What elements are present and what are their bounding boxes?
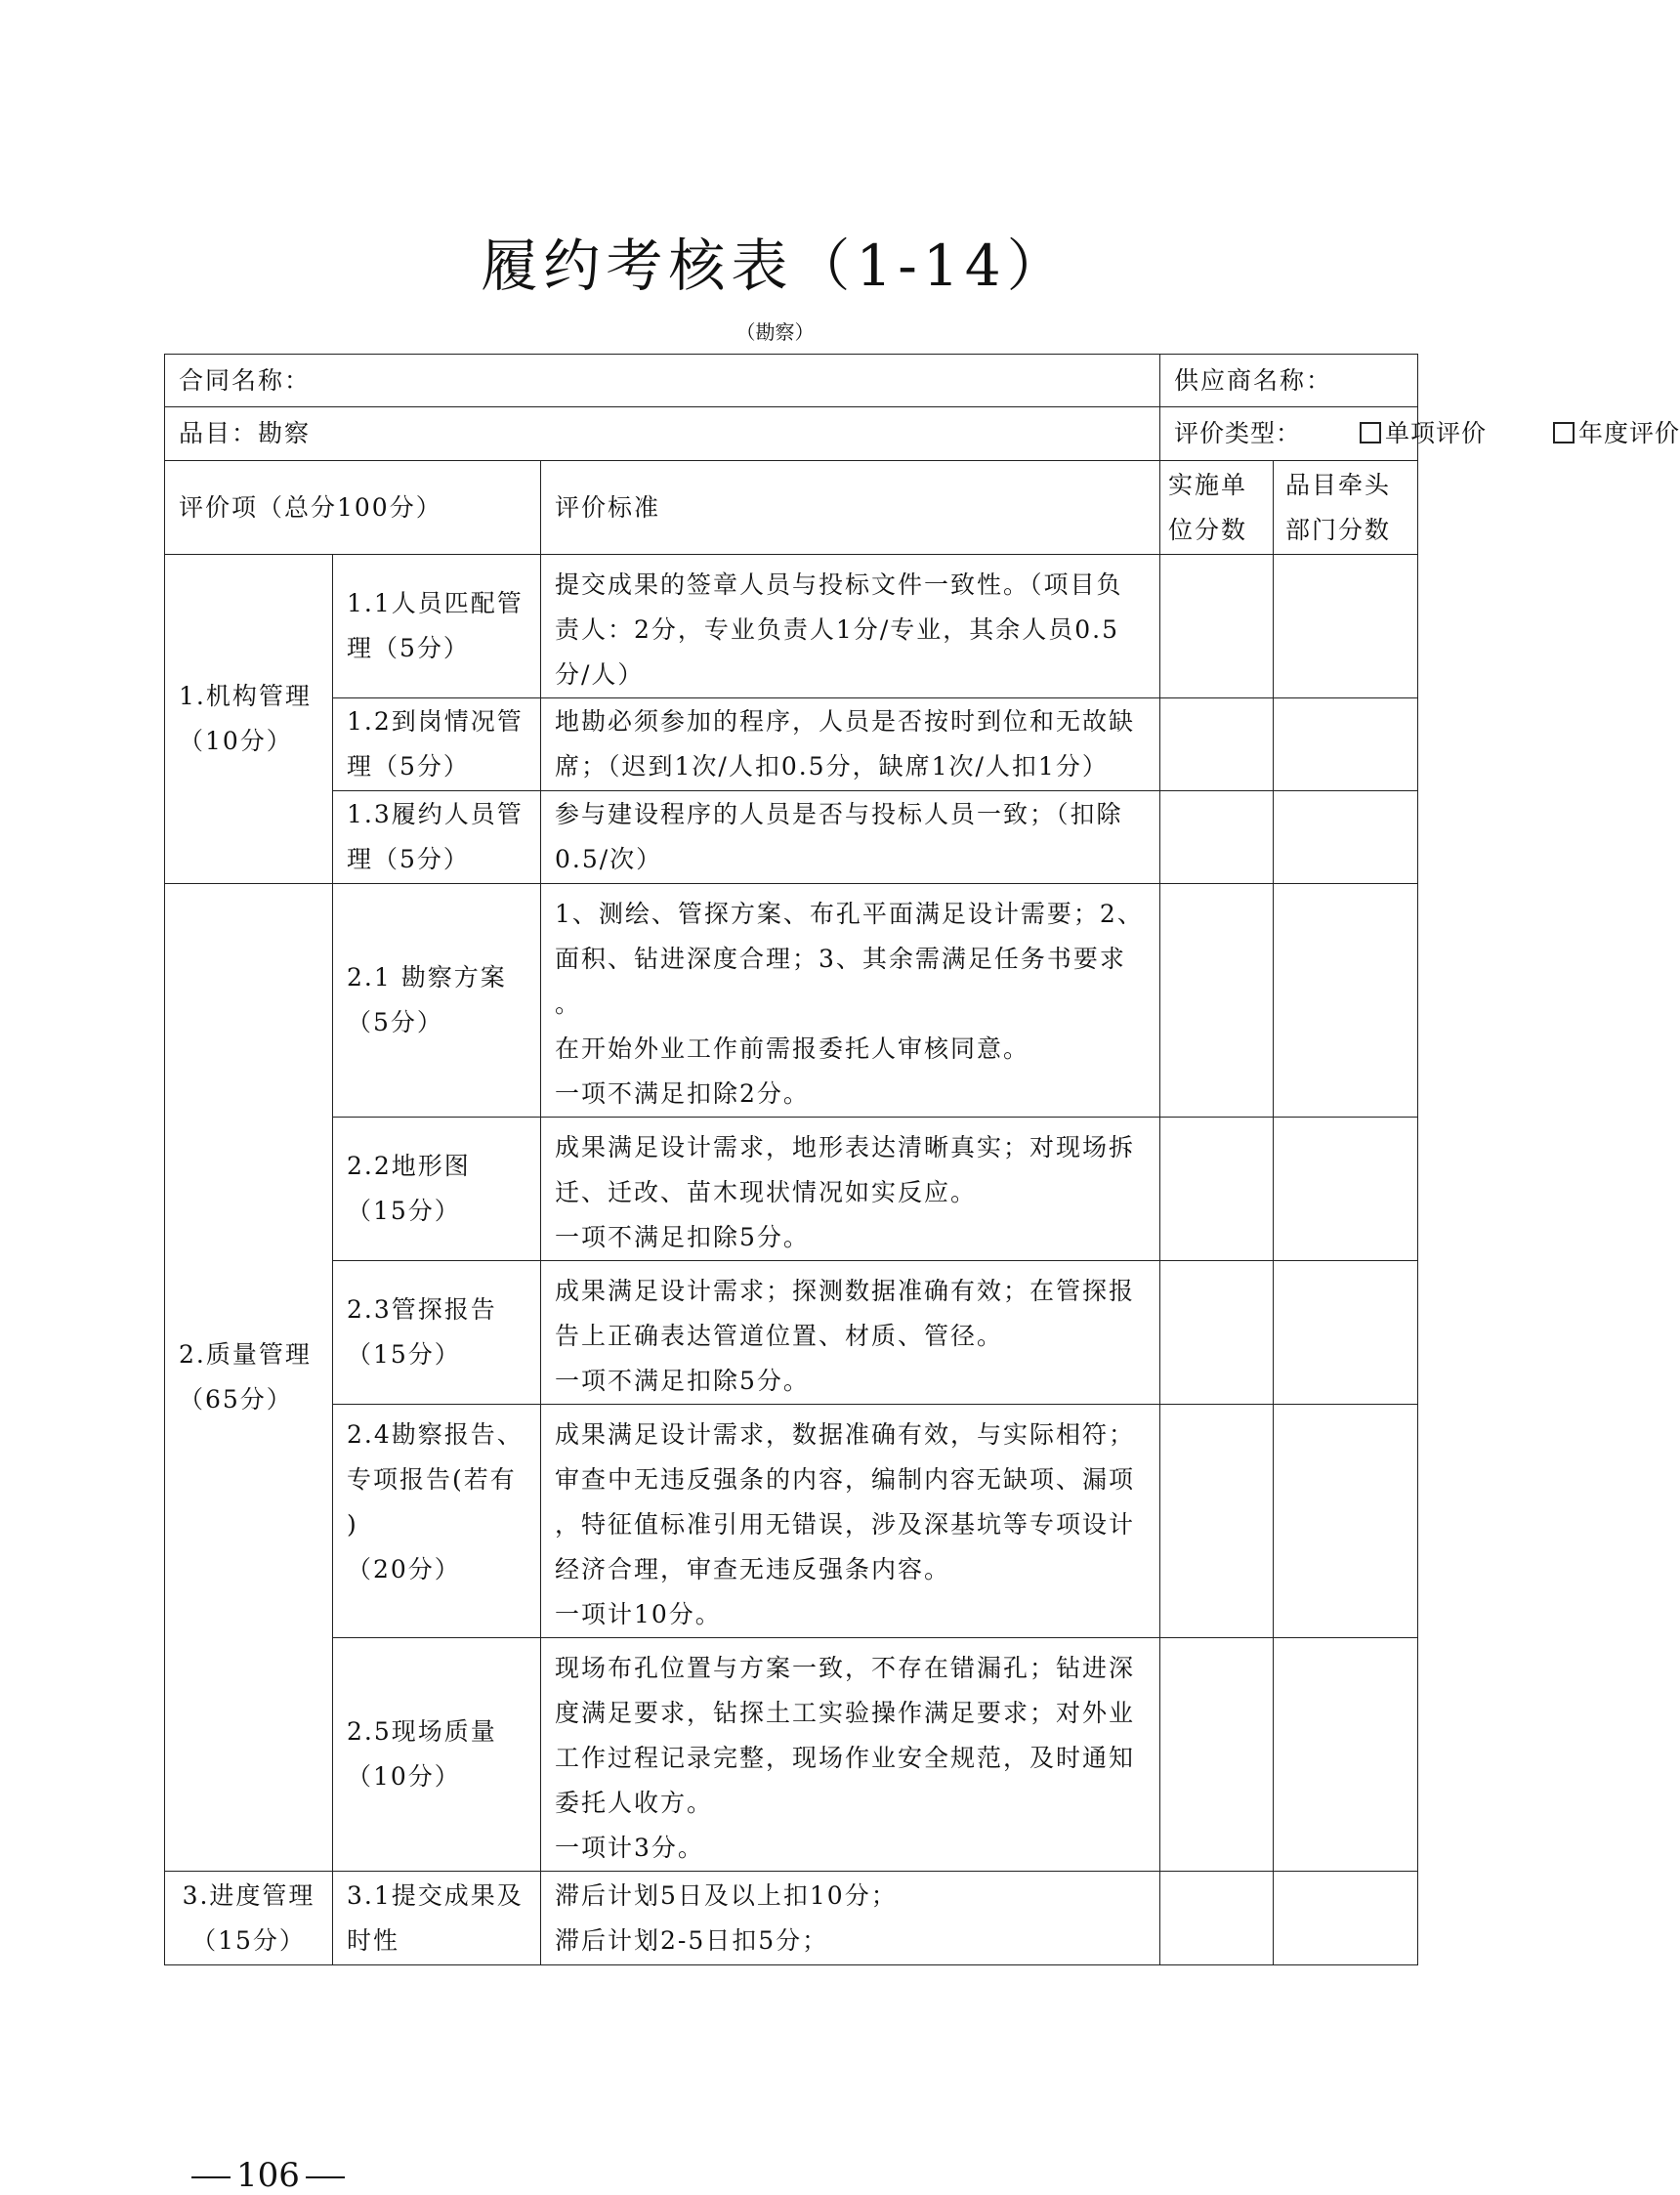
item-name — [333, 1638, 541, 1872]
criteria-line: 一项计10分。 — [555, 1600, 722, 1628]
header-unit-score-line2: 位分数 — [1168, 515, 1248, 544]
item-name-line: 专项报告(若有 — [347, 1465, 517, 1494]
table-row — [165, 1261, 1418, 1405]
criteria-line: 成果满足设计需求，地形表达清晰真实；对现场拆 — [555, 1133, 1136, 1161]
item-name-line: 2.5现场质量 — [347, 1717, 497, 1746]
item-name-line: 1.1人员匹配管 — [347, 589, 524, 617]
page-number-dash-right — [306, 2176, 345, 2178]
item-name-line: （5分） — [347, 1008, 443, 1036]
table-row — [165, 698, 1418, 791]
annual-eval-checkbox[interactable] — [1553, 422, 1575, 443]
criteria-line: 一项不满足扣除2分。 — [555, 1079, 810, 1108]
criteria-line: 迁、迁改、苗木现状情况如实反应。 — [555, 1178, 978, 1206]
unit-score-cell[interactable] — [1160, 1261, 1274, 1405]
supplier-name-field[interactable]: 供应商名称： — [1160, 355, 1418, 407]
item-name-line: 1.3履约人员管 — [347, 800, 524, 828]
group-name — [165, 1872, 333, 1965]
item-criteria — [541, 1638, 1160, 1872]
table-row — [165, 884, 1418, 1118]
table-row — [165, 1872, 1418, 1965]
header-criteria: 评价标准 — [541, 461, 1160, 555]
item-name-line: 1.2到岗情况管 — [347, 707, 524, 736]
criteria-line: ，特征值标准引用无错误，涉及深基坑等专项设计 — [555, 1510, 1136, 1539]
option-annual-label: 年度评价 — [1578, 419, 1680, 447]
header-dept-score-line1: 品目牵头 — [1285, 470, 1392, 499]
group-name — [165, 884, 333, 1872]
dept-score-cell[interactable] — [1274, 791, 1418, 884]
dept-score-cell[interactable] — [1274, 1118, 1418, 1261]
table-row — [165, 791, 1418, 884]
group-score-line: （65分） — [179, 1385, 293, 1414]
item-criteria — [541, 555, 1160, 698]
criteria-line: 一项不满足扣除5分。 — [555, 1367, 810, 1395]
criteria-line: 参与建设程序的人员是否与投标人员一致；（扣除 — [555, 800, 1123, 828]
item-name-line: 3.1提交成果及 — [347, 1880, 524, 1910]
criteria-line: 度满足要求，钻探土工实验操作满足要求；对外业 — [555, 1699, 1136, 1727]
page-number-text: 106 — [236, 2156, 300, 2195]
criteria-line: 0.5/次） — [555, 845, 663, 873]
item-name — [333, 884, 541, 1118]
eval-type-field — [1160, 407, 1680, 461]
unit-score-cell[interactable] — [1160, 1638, 1274, 1872]
item-name-line: （10分） — [347, 1762, 461, 1791]
item-criteria — [541, 1261, 1160, 1405]
item-name — [333, 1118, 541, 1261]
dept-score-cell[interactable] — [1274, 1638, 1418, 1872]
contract-name-field[interactable]: 合同名称： — [165, 355, 1160, 407]
item-name-line: （20分） — [347, 1555, 461, 1583]
page-number — [186, 2156, 351, 2195]
item-name-line: ) — [347, 1510, 358, 1539]
item-criteria — [541, 1872, 1160, 1965]
criteria-line: 告上正确表达管道位置、材质、管径。 — [555, 1322, 1004, 1350]
dept-score-cell[interactable] — [1274, 1872, 1418, 1965]
unit-score-cell[interactable] — [1160, 884, 1274, 1118]
item-name — [333, 555, 541, 698]
item-criteria — [541, 1118, 1160, 1261]
criteria-line: 席；（迟到1次/人扣0.5分，缺席1次/人扣1分） — [555, 752, 1109, 781]
group-name-line: 1.机构管理 — [179, 682, 312, 710]
item-criteria — [541, 884, 1160, 1118]
item-name-line: 2.3管探报告 — [347, 1295, 497, 1324]
item-criteria — [541, 698, 1160, 791]
criteria-line: 提交成果的签章人员与投标文件一致性。（项目负 — [555, 570, 1123, 599]
item-name-line: 2.1 勘察方案 — [347, 963, 507, 992]
item-name — [333, 1872, 541, 1965]
table-row — [165, 1638, 1418, 1872]
unit-score-cell[interactable] — [1160, 555, 1274, 698]
group-name-line: 3.进度管理 — [182, 1880, 315, 1910]
criteria-line: 地勘必须参加的程序，人员是否按时到位和无故缺 — [555, 707, 1136, 736]
criteria-line: 审查中无违反强条的内容，编制内容无缺项、漏项 — [555, 1465, 1136, 1494]
dept-score-cell[interactable] — [1274, 555, 1418, 698]
item-criteria — [541, 1405, 1160, 1638]
header-item: 评价项（总分100分） — [165, 461, 541, 555]
item-name — [333, 1261, 541, 1405]
group-name-line: 2.质量管理 — [179, 1340, 312, 1369]
item-name-line: 2.2地形图 — [347, 1152, 471, 1180]
header-dept-score-line2: 部门分数 — [1285, 515, 1392, 544]
criteria-line: 一项不满足扣除5分。 — [555, 1223, 810, 1251]
dept-score-cell[interactable] — [1274, 1261, 1418, 1405]
dept-score-cell[interactable] — [1274, 1405, 1418, 1638]
criteria-line: 工作过程记录完整，现场作业安全规范，及时通知 — [555, 1744, 1136, 1772]
criteria-line: 分/人） — [555, 660, 645, 689]
evaluation-table — [164, 354, 1680, 1965]
unit-score-cell[interactable] — [1160, 1405, 1274, 1638]
criteria-line: 现场布孔位置与方案一致，不存在错漏孔；钻进深 — [555, 1654, 1136, 1682]
dept-score-cell[interactable] — [1274, 698, 1418, 791]
criteria-line: 成果满足设计需求；探测数据准确有效；在管探报 — [555, 1277, 1136, 1305]
group-name — [165, 555, 333, 884]
table-row — [165, 555, 1418, 698]
item-name-line: （15分） — [347, 1197, 461, 1225]
item-name-line: 理（5分） — [347, 752, 470, 781]
criteria-line: 经济合理，审查无违反强条内容。 — [555, 1555, 951, 1583]
page-subtitle: （勘察） — [735, 320, 815, 344]
table-header-row — [165, 461, 1418, 555]
group-score-line: （10分） — [179, 727, 293, 755]
criteria-line: 在开始外业工作前需报委托人审核同意。 — [555, 1034, 1030, 1063]
item-name-line: 理（5分） — [347, 634, 470, 662]
item-name-line: 2.4勘察报告、 — [347, 1420, 524, 1449]
page-number-dash-left — [191, 2176, 231, 2178]
criteria-line: 一项计3分。 — [555, 1834, 704, 1862]
unit-score-cell[interactable] — [1160, 791, 1274, 884]
criteria-line: 责人：2分，专业负责人1分/专业，其余人员0.5 — [555, 615, 1119, 644]
criteria-line: 滞后计划5日及以上扣10分； — [555, 1880, 898, 1910]
item-name-line: 理（5分） — [347, 845, 470, 873]
unit-score-cell[interactable] — [1160, 1872, 1274, 1965]
header-dept-score — [1274, 461, 1418, 555]
eval-type-label: 评价类型： — [1174, 419, 1302, 447]
category-field: 品目：勘察 — [165, 407, 1160, 461]
item-name-line: （15分） — [347, 1340, 461, 1369]
page-title: 履约考核表（1-14） — [481, 232, 1070, 299]
single-eval-checkbox[interactable] — [1360, 422, 1381, 443]
table-row — [165, 1405, 1418, 1638]
unit-score-cell[interactable] — [1160, 698, 1274, 791]
criteria-line: 。 — [555, 990, 582, 1018]
contract-row — [165, 355, 1418, 407]
criteria-line: 委托人收方。 — [555, 1789, 714, 1817]
item-name — [333, 698, 541, 791]
criteria-line: 1、测绘、管探方案、布孔平面满足设计需要；2、 — [555, 900, 1144, 928]
item-name-line: 时性 — [347, 1925, 400, 1955]
option-single[interactable] — [1360, 419, 1487, 447]
unit-score-cell[interactable] — [1160, 1118, 1274, 1261]
criteria-line: 成果满足设计需求，数据准确有效，与实际相符； — [555, 1420, 1136, 1449]
item-criteria — [541, 791, 1160, 884]
item-name — [333, 1405, 541, 1638]
item-name — [333, 791, 541, 884]
option-single-label: 单项评价 — [1385, 419, 1488, 447]
header-unit-score — [1160, 461, 1274, 555]
dept-score-cell[interactable] — [1274, 884, 1418, 1118]
criteria-line: 滞后计划2-5日扣5分； — [555, 1925, 829, 1955]
group-score-line: （15分） — [191, 1925, 306, 1955]
header-unit-score-line1: 实施单 — [1168, 470, 1248, 499]
category-row — [165, 407, 1418, 461]
criteria-line: 面积、钻进深度合理；3、其余需满足任务书要求 — [555, 945, 1126, 973]
table-row — [165, 1118, 1418, 1261]
option-annual[interactable] — [1553, 419, 1680, 447]
